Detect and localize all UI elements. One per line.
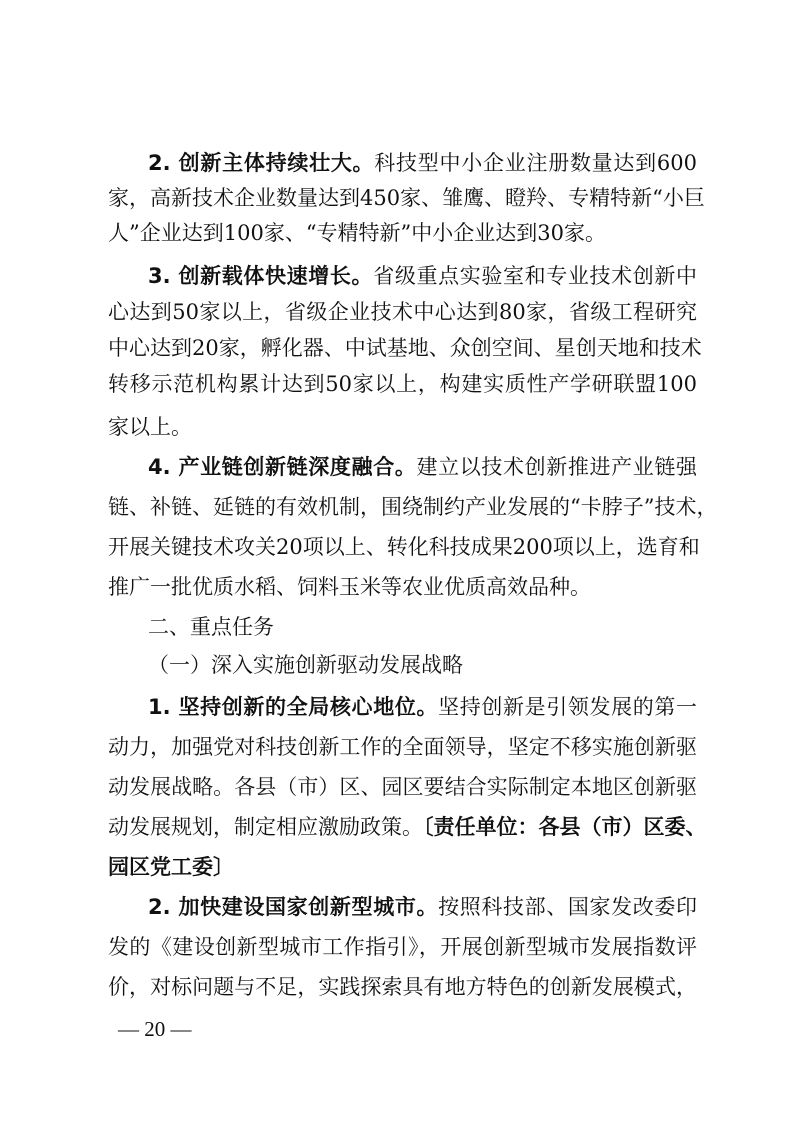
paragraph-line: 开展关键技术攻关20项以上、转化科技成果200项以上，选育和 xyxy=(108,535,700,559)
paragraph-line: 发的《建设创新型城市工作指引》，开展创新型城市发展指数评 xyxy=(108,935,697,959)
paragraph-line: 2. 创新主体持续壮大。科技型中小企业注册数量达到600 xyxy=(148,151,697,175)
paragraph-line: 家，高新技术企业数量达到450家、雏鹰、瞪羚、专精特新“小巨 xyxy=(108,186,705,210)
page-number: — 20 — xyxy=(118,1017,192,1041)
paragraph-line: 中心达到20家，孵化器、中试基地、众创空间、星创天地和技术 xyxy=(108,336,702,360)
paragraph-line: 转移示范机构累计达到50家以上，构建实质性产学研联盟100 xyxy=(108,372,697,396)
paragraph-line: 链、补链、延链的有效机制，围绕制约产业发展的“卡脖子”技术， xyxy=(108,495,718,519)
paragraph-line: 动发展规划，制定相应激励政策。〔责任单位：各县（市）区委、 xyxy=(108,815,707,839)
item-heading: 3. 创新载体快速增长。 xyxy=(148,264,374,288)
item-heading: 2. 加快建设国家创新型城市。 xyxy=(148,895,439,919)
subsection-heading: （一）深入实施创新驱动发展战略 xyxy=(148,653,463,677)
paragraph-line: 1. 坚持创新的全局核心地位。坚持创新是引领发展的第一 xyxy=(148,695,697,719)
item-heading: 2. 创新主体持续壮大。 xyxy=(148,151,375,175)
paragraph-line: 3. 创新载体快速增长。省级重点实验室和专业技术创新中 xyxy=(148,264,698,288)
paragraph-line: 家以上。 xyxy=(108,415,192,439)
paragraph-line: 2. 加快建设国家创新型城市。按照科技部、国家发改委印 xyxy=(148,895,697,919)
section-heading: 二、重点任务 xyxy=(148,615,274,639)
paragraph-line: 心达到50家以上，省级企业技术中心达到80家，省级工程研究 xyxy=(108,300,697,324)
responsibility-note: 园区党工委〕 xyxy=(108,855,234,879)
responsibility-note: 〔责任单位：各县（市）区委、 xyxy=(423,815,707,839)
item-heading: 4. 产业链创新链深度融合。 xyxy=(148,455,417,479)
paragraph-line: 4. 产业链创新链深度融合。建立以技术创新推进产业链强 xyxy=(148,455,697,479)
item-heading: 1. 坚持创新的全局核心地位。 xyxy=(148,695,439,719)
paragraph-line: 推广一批优质水稻、饲料玉米等农业优质高效品种。 xyxy=(108,575,591,599)
paragraph-line: 动力，加强党对科技创新工作的全面领导，坚定不移实施创新驱 xyxy=(108,735,697,759)
paragraph-line: 人”企业达到100家、“专精特新”中小企业达到30家。 xyxy=(108,221,607,245)
paragraph-line: 价，对标问题与不足，实践探索具有地方特色的创新发展模式， xyxy=(108,975,697,999)
paragraph-line: 动发展战略。各县（市）区、园区要结合实际制定本地区创新驱 xyxy=(108,775,697,799)
